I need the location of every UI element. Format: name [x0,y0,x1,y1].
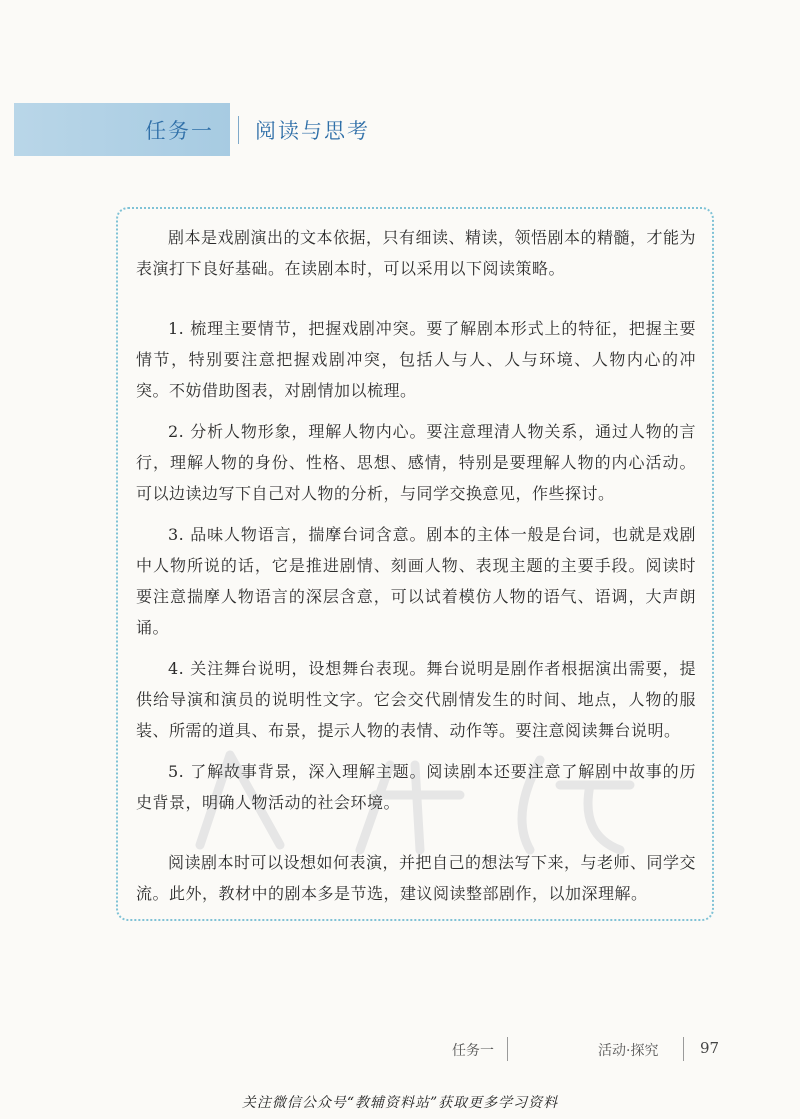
main-text [136,222,696,909]
footer-section-label: 活动·探究 [598,1043,659,1059]
closing-paragraph: 阅读剧本时可以设想如何表演，并把自己的想法写下来，与老师、同学交流。此外，教材中的剧本多是节选，建议阅读整部剧作，以加深理解。 [136,853,697,903]
footer-task-label: 任务一 [452,1043,494,1059]
intro-paragraph: 剧本是戏剧演出的文本依据，只有细读、精读，领悟剧本的精髓，才能为表演打下良好基础。在读剧本时，可以采用以下阅读策略。 [136,228,697,278]
footer-divider [683,1037,684,1061]
task-label: 任务一 [145,119,214,143]
task-title: 阅读与思考 [255,119,370,143]
strategy-paragraph: 2. 分析人物形象，理解人物内心。要注意理清人物关系，通过人物的言行，理解人物的身份、性格、思想、感情，特别是要理解人物的内心活动。可以边读边写下自己对人物的分析，与同学交换意见，作些探讨。 [136,422,696,503]
header-divider [238,116,239,144]
strategy-paragraph: 4. 关注舞台说明，设想舞台表现。舞台说明是剧作者根据演出需要，提供给导演和演员的说明性文字。它会交代剧情发生的时间、地点，人物的服装、所需的道具、布景，提示人物的表情、动作等。要注意阅读舞台说明。 [136,659,696,740]
strategy-paragraph: 3. 品味人物语言，揣摩台词含意。剧本的主体一般是台词，也就是戏剧中人物所说的话，它是推进剧情、刻画人物、表现主题的主要手段。阅读时要注意揣摩人物语言的深层含意，可以试着模仿人物的语气、语调，大声朗诵。 [136,525,696,637]
bottom-note: 关注微信公众号“教辅资料站”获取更多学习资料 [241,1095,559,1111]
page-number: 97 [700,1039,720,1057]
footer-divider [507,1037,508,1061]
strategy-paragraph: 5. 了解故事背景，深入理解主题。阅读剧本还要注意了解剧中故事的历史背景，明确人物活动的社会环境。 [136,762,696,812]
strategy-paragraph: 1. 梳理主要情节，把握戏剧冲突。要了解剧本形式上的特征，把握主要情节，特别要注意把握戏剧冲突，包括人与人、人与环境、人物内心的冲突。不妨借助图表，对剧情加以梳理。 [136,319,696,400]
